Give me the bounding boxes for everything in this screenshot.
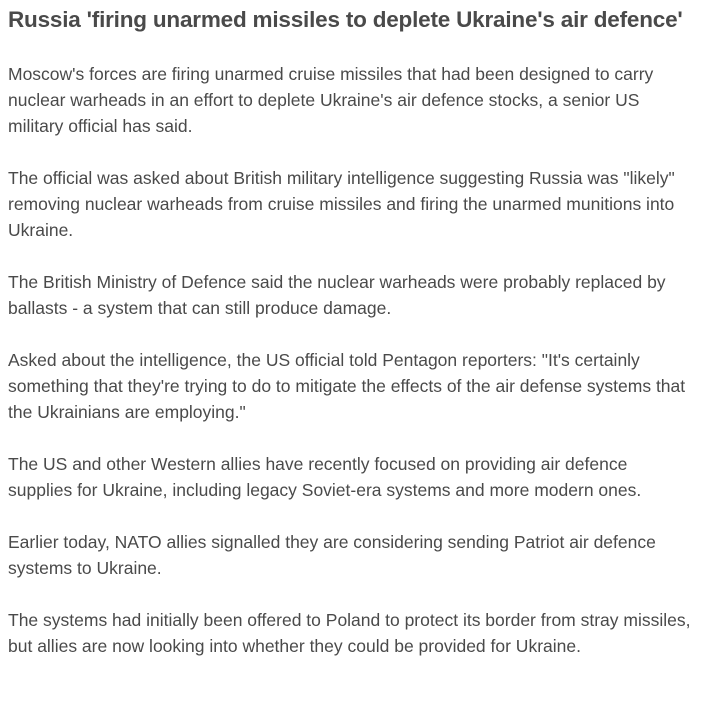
article-paragraph: The US and other Western allies have recently focused on providing air defence supplies for Ukraine, including legacy Soviet-era systems and more modern ones.	[8, 454, 642, 500]
article-paragraph: The systems had initially been offered to Poland to protect its border from stray missiles, but allies are now looking into whether they could be provided for Ukraine.	[8, 610, 691, 656]
article-body	[8, 61, 696, 659]
article	[8, 4, 696, 659]
article-headline: Russia 'firing unarmed missiles to deplete Ukraine's air defence'	[8, 7, 683, 32]
article-paragraph: Moscow's forces are firing unarmed cruise missiles that had been designed to carry nuclear warheads in an effort to deplete Ukraine's air defence stocks, a senior US military official has said.	[8, 64, 654, 136]
article-paragraph: Asked about the intelligence, the US official told Pentagon reporters: "It's certainly something that they're trying to do to mitigate the effects of the air defense systems that the Ukrainians are employing."	[8, 350, 686, 422]
article-paragraph: The British Ministry of Defence said the nuclear warheads were probably replaced by ballasts - a system that can still produce damage.	[8, 272, 666, 318]
article-paragraph: The official was asked about British military intelligence suggesting Russia was "likely" removing nuclear warheads from cruise missiles and firing the unarmed munitions into Ukraine.	[8, 168, 675, 240]
article-paragraph: Earlier today, NATO allies signalled they are considering sending Patriot air defence systems to Ukraine.	[8, 532, 656, 578]
